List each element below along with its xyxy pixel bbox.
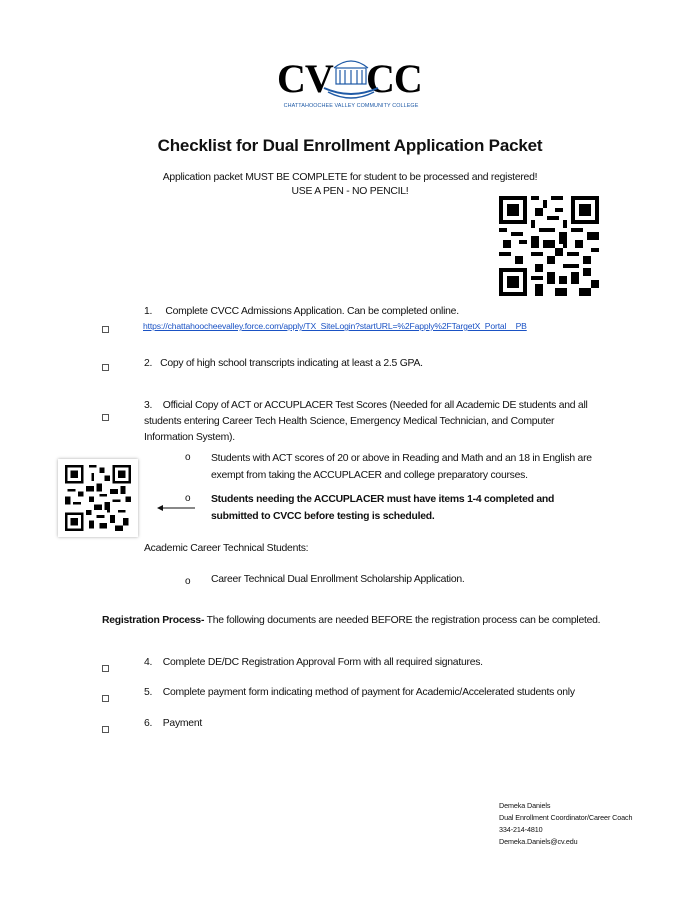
item-3-number: 3.: [144, 400, 153, 411]
item-2: [144, 358, 423, 369]
logo-text-right: CC: [366, 56, 422, 101]
qr-code-accuplacer[interactable]: [58, 459, 138, 537]
registration-label: Registration Process-: [102, 615, 205, 626]
qr-code-icon: [499, 196, 599, 296]
bullet-sub-1: o: [185, 452, 191, 463]
contact-phone: 334-214-4810: [499, 825, 543, 834]
checkbox-item-1[interactable]: [102, 326, 109, 333]
item-4-number: 4.: [144, 657, 153, 668]
item-5-text: Complete payment form indicating method of payment for Academic/Accelerated students only: [162, 687, 575, 698]
college-logo-graphic: [276, 52, 426, 104]
item-1-text: Complete CVCC Admissions Application. Can be completed online.: [165, 306, 459, 317]
item-6-text: Payment: [162, 718, 202, 729]
bullet-sub-2: o: [185, 493, 191, 504]
academic-career-scholarship: Career Technical Dual Enrollment Scholarship Application.: [211, 574, 465, 585]
contact-email[interactable]: Demeka.Daniels@cv.edu: [499, 837, 578, 846]
checkbox-item-4[interactable]: [102, 665, 109, 672]
item-3: [144, 398, 604, 446]
item-3-text: Official Copy of ACT or ACCUPLACER Test Scores (Needed for all Academic DE students and all students entering Career Tech Health Science, Emergency Medical Technician, and Computer Information System).: [144, 400, 588, 443]
notice-line-1: Application packet MUST BE COMPLETE for student to be processed and registered!: [162, 172, 538, 183]
contact-name: Demeka Daniels: [499, 801, 551, 810]
item-5-number: 5.: [144, 687, 153, 698]
item-1: [144, 306, 459, 317]
registration-text: The following documents are needed BEFORE the registration process can be completed.: [204, 615, 601, 626]
qr-code-icon-2: [65, 465, 131, 531]
page-title: Checklist for Dual Enrollment Application Packet: [157, 136, 543, 155]
item-5: [144, 687, 575, 698]
item-3-sub-2: Students needing the ACCUPLACER must have items 1-4 completed and submitted to CVCC before testing is scheduled.: [211, 494, 555, 522]
college-tagline: CHATTAHOOCHEE VALLEY COMMUNITY COLLEGE: [283, 103, 419, 109]
admissions-application-link[interactable]: https://chattahoocheevalley.force.com/apply/TX_SiteLogin?startURL=%2Fapply%2FTargetX_Portal__PB: [143, 321, 527, 331]
item-1-number: 1.: [144, 306, 153, 317]
item-6: [144, 718, 202, 729]
registration-process: [102, 615, 600, 626]
item-4-text: Complete DE/DC Registration Approval Form with all required signatures.: [162, 657, 483, 668]
checkbox-item-3[interactable]: [102, 414, 109, 421]
item-6-number: 6.: [144, 718, 153, 729]
item-2-text: Copy of high school transcripts indicating at least a 2.5 GPA.: [160, 358, 423, 369]
qr-code-application[interactable]: [499, 196, 599, 296]
item-4: [144, 657, 483, 668]
bullet-academic: o: [185, 576, 191, 587]
checkbox-item-5[interactable]: [102, 695, 109, 702]
item-3-sub-1: Students with ACT scores of 20 or above in Reading and Math and an 18 in English are exempt from taking the ACCUPLACER and college preparatory courses.: [211, 453, 592, 481]
contact-role: Dual Enrollment Coordinator/Career Coach: [499, 813, 633, 822]
checkbox-item-2[interactable]: [102, 364, 109, 371]
logo-text-left: CV: [277, 56, 333, 101]
checkbox-item-6[interactable]: [102, 726, 109, 733]
academic-career-heading: Academic Career Technical Students:: [144, 543, 309, 554]
item-2-number: 2.: [144, 358, 153, 369]
notice-line-2: USE A PEN - NO PENCIL!: [291, 186, 409, 197]
